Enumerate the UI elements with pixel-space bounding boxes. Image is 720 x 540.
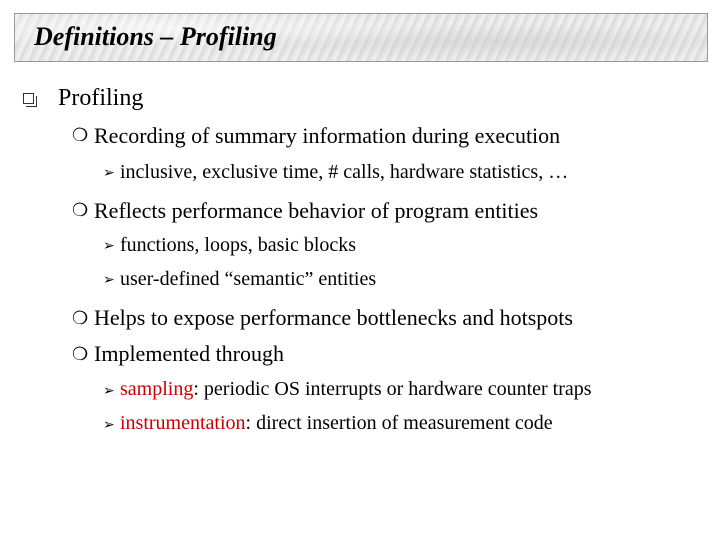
sub-bullet-implemented: Implemented through bbox=[94, 341, 285, 366]
arrowhead-bullet-icon: ➢ bbox=[103, 166, 115, 181]
sub-sub-bullet-inclusive: inclusive, exclusive time, # calls, hardware statistics, … bbox=[120, 161, 569, 183]
circle-bullet-icon: ❍ bbox=[72, 200, 89, 220]
bullet-profiling: Profiling bbox=[58, 85, 144, 111]
slide-title: Definitions – Profiling bbox=[34, 22, 277, 51]
instrumentation-keyword: instrumentation bbox=[120, 412, 246, 434]
circle-bullet-icon: ❍ bbox=[72, 308, 89, 328]
arrowhead-bullet-icon: ➢ bbox=[103, 273, 115, 288]
arrowhead-bullet-icon: ➢ bbox=[103, 418, 115, 433]
square-bullet-icon bbox=[23, 93, 34, 104]
sub-sub-bullet-user-defined: user-defined “semantic” entities bbox=[120, 268, 377, 290]
sub-sub-bullet-functions: functions, loops, basic blocks bbox=[120, 234, 357, 256]
sub-bullet-helps: Helps to expose performance bottlenecks and hotspots bbox=[94, 305, 573, 330]
title-bar bbox=[14, 13, 708, 62]
sub-sub-bullet-sampling bbox=[120, 378, 592, 401]
sub-sub-bullet-instrumentation bbox=[120, 412, 553, 435]
arrowhead-bullet-icon: ➢ bbox=[103, 239, 115, 254]
arrowhead-bullet-icon: ➢ bbox=[103, 384, 115, 399]
sub-bullet-reflects: Reflects performance behavior of program entities bbox=[94, 198, 539, 223]
circle-bullet-icon: ❍ bbox=[72, 125, 89, 145]
sampling-description: : periodic OS interrupts or hardware counter traps bbox=[193, 378, 592, 400]
circle-bullet-icon: ❍ bbox=[72, 344, 89, 364]
instrumentation-description: : direct insertion of measurement code bbox=[245, 412, 553, 434]
sub-bullet-recording: Recording of summary information during execution bbox=[94, 123, 561, 148]
sampling-keyword: sampling bbox=[120, 378, 194, 400]
